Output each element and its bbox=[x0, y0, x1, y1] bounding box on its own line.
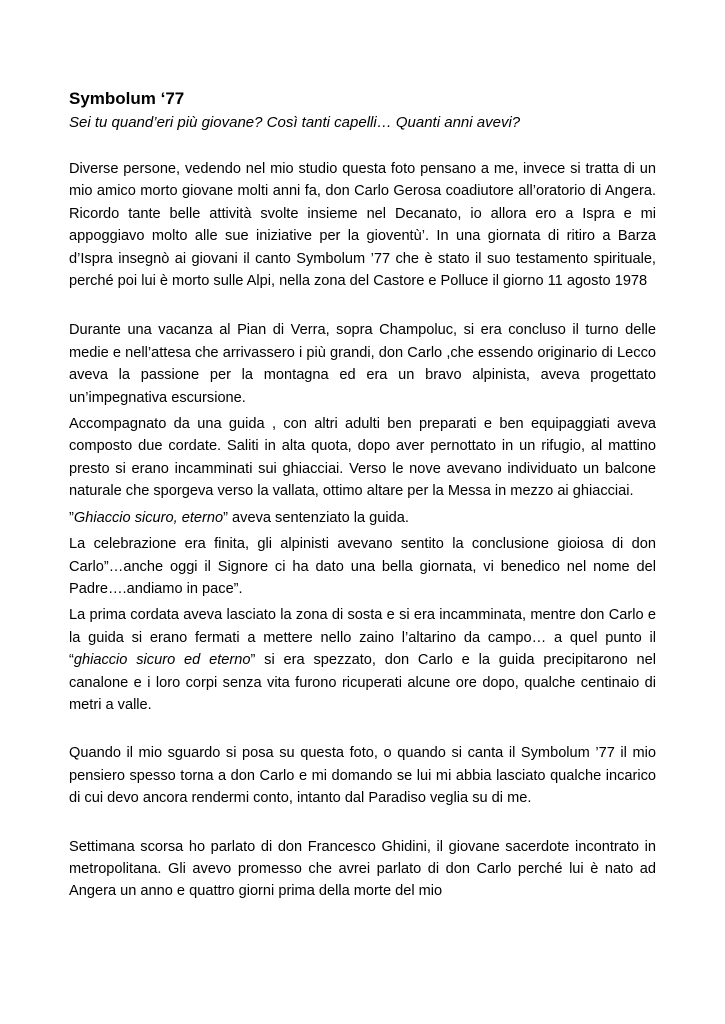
paragraph-guide-quote bbox=[69, 507, 656, 529]
paragraph-vacation: Durante una vacanza al Pian di Verra, sopra Champoluc, si era concluso il turno delle medie e nell’attesa che arrivassero i più grandi, don Carlo ,che essendo originario di Lecco aveva la passione per la montagna ed era un bravo alpinista, aveva progettato un’impegnativa escursione. bbox=[69, 322, 656, 406]
document-title: Symbolum ‘77 bbox=[69, 89, 185, 108]
accident-text-a: La prima cordata aveva lasciato la zona di sosta e si era incamminata, mentre don Carlo e la guida si erano fermati a mettere nello zaino l’altarino da campo… a quel punto il “ bbox=[69, 607, 656, 669]
document-page bbox=[69, 88, 656, 903]
accident-italic: ghiaccio sicuro ed eterno bbox=[73, 652, 251, 669]
paragraph-last-week: Settimana scorsa ho parlato di don Francesco Ghidini, il giovane sacerdote incontrato in metropolitana. Gli avevo promesso che avrei parlato di don Carlo perché lui è nato ad Angera un anno e quattro giorni prima della morte del mio bbox=[69, 838, 656, 900]
paragraph-memory: Quando il mio sguardo si posa su questa foto, o quando si canta il Symbolum ’77 il mio pensiero spesso torna a don Carlo e mi domando se lui mi abbia lasciato qualche incarico di cui devo ancora rendermi conto, intanto dal Paradiso veglia su di me. bbox=[69, 745, 656, 807]
accident-text-b: ” si era spezzato, don Carlo e la guida precipitarono nel canalone e i loro corpi senza vita furono ricuperati alcune ore dopo, qualche centinaio di metri a valle. bbox=[69, 652, 656, 713]
quote-rest: ” aveva sentenziato la guida. bbox=[223, 509, 409, 526]
paragraph-accident bbox=[69, 604, 656, 716]
paragraph-climb: Accompagnato da una guida , con altri adulti ben preparati e ben equipaggiati aveva composto due cordate. Saliti in alta quota, dopo aver pernottato in un rifugio, al mattino presto si erano incamminati sui ghiacciai. Verso le nove avevano individuato un balcone naturale che sporgeva verso la vallata, ottimo altare per la Messa in mezzo ai ghiacciai. bbox=[69, 416, 656, 500]
document-subtitle: Sei tu quand’eri più giovane? Così tanti capelli… Quanti anni avevi? bbox=[69, 114, 521, 131]
paragraph-celebration: La celebrazione era finita, gli alpinisti avevano sentito la conclusione gioiosa di don Carlo”…anche oggi il Signore ci ha dato una bella giornata, vi benedico nel nome del Padre….andiamo in pace”. bbox=[69, 536, 656, 597]
paragraph-intro: Diverse persone, vedendo nel mio studio questa foto pensano a me, invece si tratta di un mio amico morto giovane molti anni fa, don Carlo Gerosa coadiutore all’oratorio di Angera. Ricordo tante belle attività svolte insieme nel Decanato, io allora ero a Ispra e mi appoggiavo molto alle sue iniziative per la gioventù’. In una giornata di ritiro a Barza d’Ispra insegnò ai giovani il canto Symbolum ’77 che è stato il suo testamento spirituale, perché poi lui è morto sulle Alpi, nella zona del Castore e Polluce il giorno 11 agosto 1978 bbox=[69, 161, 656, 290]
quote-italic: Ghiaccio sicuro, eterno bbox=[73, 509, 224, 526]
quote-open: ” bbox=[69, 509, 74, 526]
